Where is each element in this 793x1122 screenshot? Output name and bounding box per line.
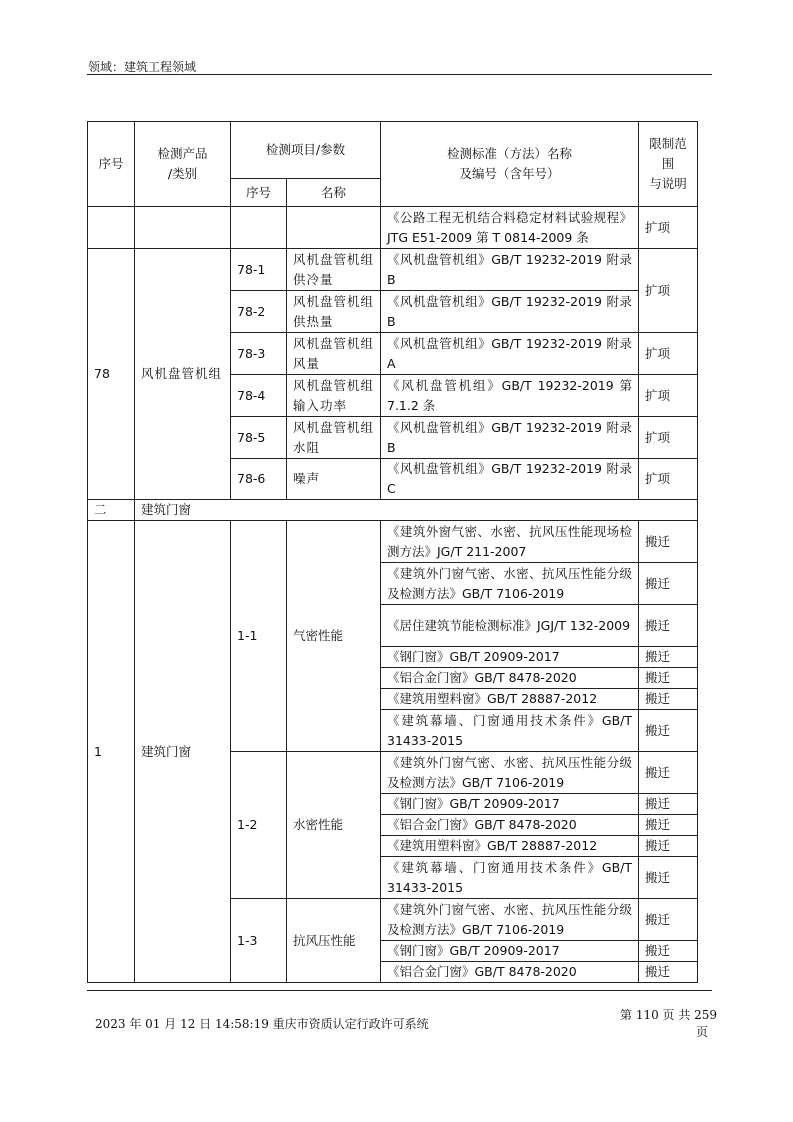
col-header-item-seq: 序号 (231, 179, 287, 207)
table-header-row (88, 122, 698, 179)
item-name-cell: 抗风压性能 (287, 899, 381, 983)
item-code-cell: 1-1 (231, 521, 287, 752)
limit-cell: 扩项 (639, 333, 698, 375)
standard-cell: 《钢门窗》GB/T 20909-2017 (381, 794, 639, 815)
standard-cell: 《风机盘管机组》GB/T 19232-2019 附录 A (381, 333, 639, 375)
section-row (88, 500, 698, 521)
item-code-cell: 78-1 (231, 249, 287, 291)
capability-table (87, 121, 698, 983)
standard-cell: 《钢门窗》GB/T 20909-2017 (381, 941, 639, 962)
item-code-cell: 78-4 (231, 375, 287, 417)
page-number-line2: 页 (695, 1025, 708, 1039)
item-name-cell: 水密性能 (287, 752, 381, 899)
header-divider (87, 74, 712, 75)
standard-cell: 《风机盘管机组》GB/T 19232-2019 附录 B (381, 249, 639, 291)
limit-cell: 搬迁 (639, 857, 698, 899)
standard-cell: 《风机盘管机组》GB/T 19232-2019 附录 C (381, 459, 639, 500)
standard-cell: 《风机盘管机组》GB/T 19232-2019 附录 B (381, 417, 639, 459)
limit-cell: 搬迁 (639, 689, 698, 710)
limit-cell: 搬迁 (639, 563, 698, 605)
limit-cell: 搬迁 (639, 668, 698, 689)
item-code-cell: 1-3 (231, 899, 287, 983)
footer-timestamp: 2023 年 01 月 12 日 14:58:19 重庆市资质认定行政许可系统 (95, 1017, 429, 1031)
limit-cell: 扩项 (639, 207, 698, 249)
standard-cell: 《风机盘管机组》GB/T 19232-2019 附录 B (381, 291, 639, 333)
group-seq-cell: 1 (88, 521, 135, 983)
item-name-cell: 噪声 (287, 459, 381, 500)
item-code-cell: 1-2 (231, 752, 287, 899)
empty-cell (287, 207, 381, 249)
standard-cell: 《建筑幕墙、门窗通用技术条件》GB/T 31433-2015 (381, 857, 639, 899)
col-header-limit: 限制范围 与说明 (639, 122, 698, 207)
standard-cell: 《铝合金门窗》GB/T 8478-2020 (381, 815, 639, 836)
item-code-cell: 78-5 (231, 417, 287, 459)
page-number-line1: 第 110 页 共 259 (620, 1008, 718, 1022)
product-cell: 建筑门窗 (135, 521, 231, 983)
item-code-cell: 78-3 (231, 333, 287, 375)
product-cell: 风机盘管机组 (135, 249, 231, 500)
standard-cell: 《建筑用塑料窗》GB/T 28887-2012 (381, 836, 639, 857)
limit-cell: 扩项 (639, 459, 698, 500)
col-header-seq: 序号 (88, 122, 135, 207)
limit-cell: 搬迁 (639, 710, 698, 752)
item-name-cell: 风机盘管机组风量 (287, 333, 381, 375)
standard-cell: 《建筑外门窗气密、水密、抗风压性能分级及检测方法》GB/T 7106-2019 (381, 563, 639, 605)
empty-cell (231, 207, 287, 249)
standard-cell: 《建筑用塑料窗》GB/T 28887-2012 (381, 689, 639, 710)
standard-cell: 《建筑外门窗气密、水密、抗风压性能分级及检测方法》GB/T 7106-2019 (381, 899, 639, 941)
limit-cell: 搬迁 (639, 794, 698, 815)
standard-cell: 《建筑外门窗气密、水密、抗风压性能分级及检测方法》GB/T 7106-2019 (381, 752, 639, 794)
standard-cell: 《铝合金门窗》GB/T 8478-2020 (381, 668, 639, 689)
item-code-cell: 78-2 (231, 291, 287, 333)
limit-cell: 搬迁 (639, 815, 698, 836)
limit-cell: 搬迁 (639, 521, 698, 563)
standard-cell: 《铝合金门窗》GB/T 8478-2020 (381, 962, 639, 983)
limit-cell: 搬迁 (639, 836, 698, 857)
limit-cell: 扩项 (639, 249, 698, 333)
table-row (88, 249, 698, 291)
col-header-item-group: 检测项目/参数 (231, 122, 381, 179)
item-name-cell: 风机盘管机组供冷量 (287, 249, 381, 291)
limit-cell: 搬迁 (639, 752, 698, 794)
item-name-cell: 风机盘管机组输入功率 (287, 375, 381, 417)
col-header-standard: 检测标准（方法）名称 及编号（含年号） (381, 122, 639, 207)
limit-cell: 搬迁 (639, 647, 698, 668)
standard-cell: 《居住建筑节能检测标准》JGJ/T 132-2009 (381, 605, 639, 647)
section-number: 二 (88, 500, 135, 521)
limit-cell: 搬迁 (639, 962, 698, 983)
empty-cell (135, 207, 231, 249)
item-code-cell: 78-6 (231, 459, 287, 500)
footer-divider (87, 990, 712, 991)
section-title: 建筑门窗 (135, 500, 698, 521)
table-row (88, 207, 698, 249)
limit-cell: 搬迁 (639, 941, 698, 962)
col-header-product: 检测产品 /类别 (135, 122, 231, 207)
limit-cell: 扩项 (639, 417, 698, 459)
standard-cell: 《公路工程无机结合料稳定材料试验规程》JTG E51-2009 第 T 0814-2009 条 (381, 207, 639, 249)
page-number (620, 1006, 720, 1040)
standard-cell: 《建筑幕墙、门窗通用技术条件》GB/T 31433-2015 (381, 710, 639, 752)
item-name-cell: 风机盘管机组供热量 (287, 291, 381, 333)
standard-cell: 《风机盘管机组》GB/T 19232-2019 第 7.1.2 条 (381, 375, 639, 417)
limit-cell: 扩项 (639, 375, 698, 417)
item-name-cell: 风机盘管机组水阻 (287, 417, 381, 459)
standard-cell: 《建筑外窗气密、水密、抗风压性能现场检测方法》JG/T 211-2007 (381, 521, 639, 563)
limit-cell: 搬迁 (639, 605, 698, 647)
table-row (88, 521, 698, 563)
limit-cell: 搬迁 (639, 899, 698, 941)
group-seq-cell: 78 (88, 249, 135, 500)
page-header-domain: 领域：建筑工程领域 (88, 60, 197, 74)
standard-cell: 《钢门窗》GB/T 20909-2017 (381, 647, 639, 668)
col-header-item-name: 名称 (287, 179, 381, 207)
empty-cell (88, 207, 135, 249)
item-name-cell: 气密性能 (287, 521, 381, 752)
